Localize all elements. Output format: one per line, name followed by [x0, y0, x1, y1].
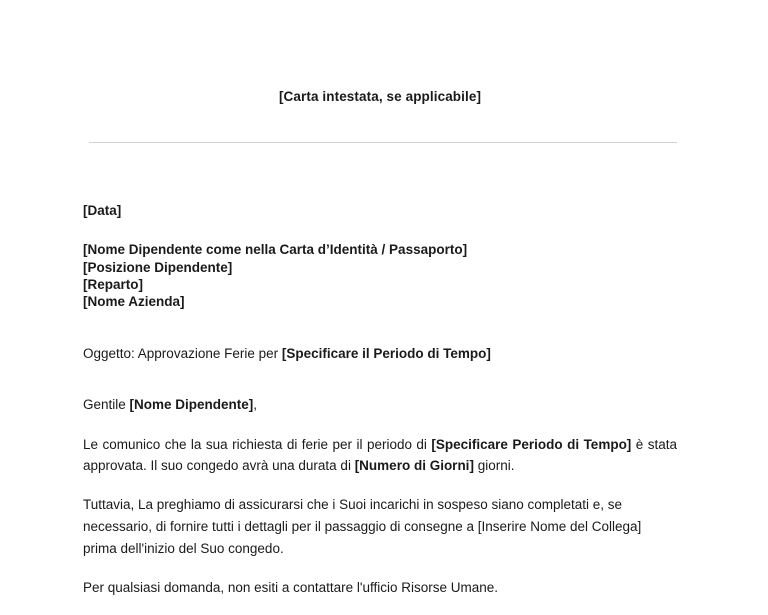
paragraph-1-period-placeholder: [Specificare Periodo di Tempo]	[431, 436, 632, 452]
body-paragraph-approval	[83, 434, 677, 478]
address-line-department: [Reparto]	[83, 276, 143, 292]
address-line-company: [Nome Azienda]	[83, 294, 185, 310]
recipient-address-block	[83, 241, 677, 310]
header-divider	[89, 142, 677, 143]
paragraph-1-days-placeholder: [Numero di Giorni]	[354, 458, 474, 474]
address-line-employee-name: [Nome Dipendente come nella Carta d’Identità / Passaporto]	[83, 242, 468, 258]
letterhead-placeholder: [Carta intestata, se applicabile]	[278, 89, 482, 104]
salutation-name-placeholder: [Nome Dipendente]	[129, 397, 254, 413]
subject-period-placeholder: [Specificare il Periodo di Tempo]	[281, 346, 491, 362]
salutation-line	[83, 396, 677, 414]
subject-line	[83, 345, 677, 363]
subject-label: Oggetto: Approvazione Ferie per	[83, 346, 282, 362]
salutation-greeting: Gentile	[83, 397, 130, 413]
paragraph-1-segment-1: Le comunico che la sua richiesta di ferie per il periodo di	[83, 436, 432, 452]
body-paragraph-contact-hr: Per qualsiasi domanda, non esiti a contattare l'ufficio Risorse Umane.	[83, 579, 499, 595]
date-placeholder: [Data]	[83, 202, 122, 218]
paragraph-1-segment-3: giorni.	[473, 458, 515, 474]
paragraph-1-segment-2: è stata approvata. Il suo congedo avrà una durata di	[83, 436, 677, 474]
body-paragraph-handover: Tuttavia, La preghiamo di assicurarsi che i Suoi incarichi in sospeso siano completati e, se necessario, di fornire tutti i dettagli per il passaggio di consegne a [Inserire Nome del Collega] prima dell'inizio del Suo congedo.	[83, 497, 642, 557]
salutation-comma: ,	[253, 397, 258, 413]
address-line-position: [Posizione Dipendente]	[83, 259, 233, 275]
document-content	[83, 0, 677, 612]
